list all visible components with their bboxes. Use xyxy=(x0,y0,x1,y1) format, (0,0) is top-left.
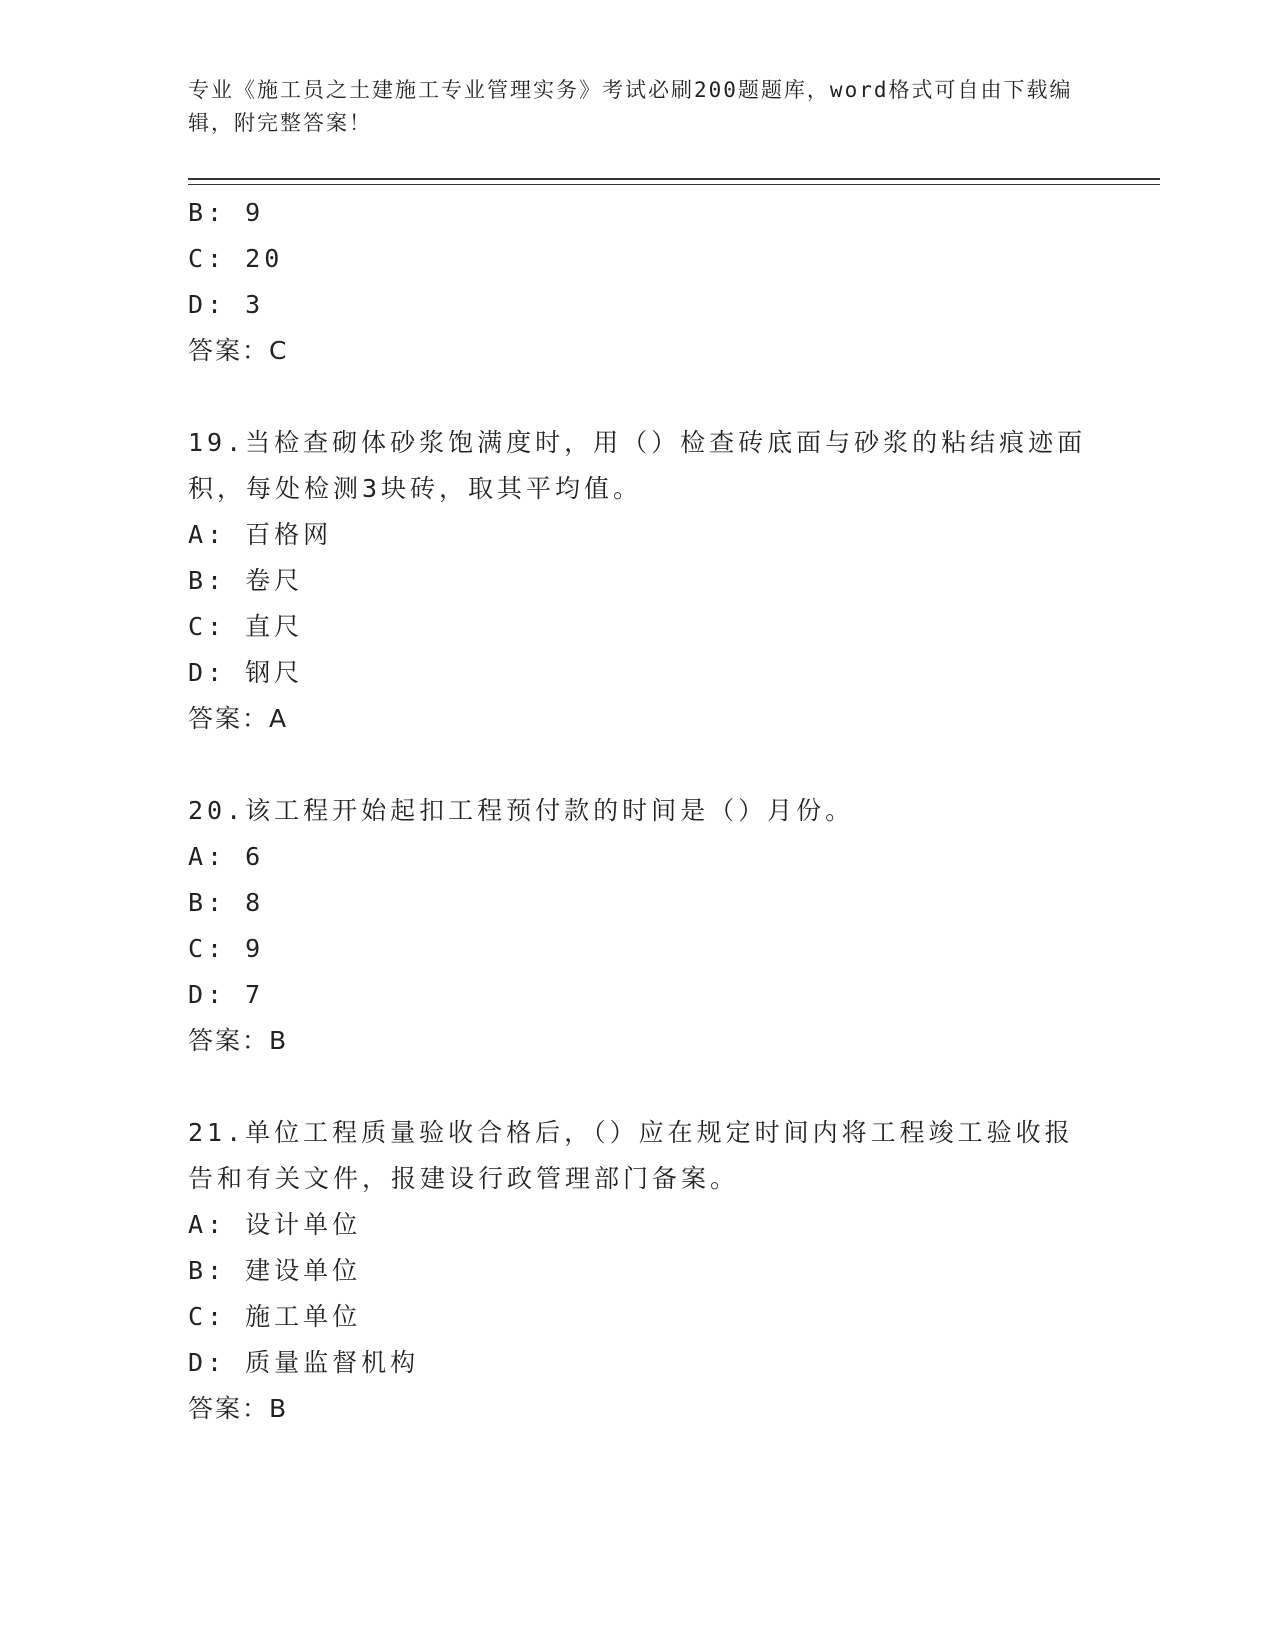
option-b: B: 9 xyxy=(188,198,265,227)
question-text: 19.当检查砌体砂浆饱满度时，用（）检查砖底面与砂浆的粘结痕迹面积，每处检测3块砖，取其平均值。 xyxy=(188,428,1087,503)
spacer xyxy=(188,1064,1088,1110)
prev-question-tail xyxy=(188,190,1088,374)
option-a: A: 百格网 xyxy=(188,520,333,549)
option-b: B: 8 xyxy=(188,888,265,917)
spacer xyxy=(188,742,1088,788)
option-a: A: 6 xyxy=(188,842,265,871)
option-c: C: 直尺 xyxy=(188,612,304,641)
question-text: 20.该工程开始起扣工程预付款的时间是（）月份。 xyxy=(188,796,855,825)
option-d: D: 3 xyxy=(188,290,265,319)
option-d: D: 质量监督机构 xyxy=(188,1348,420,1377)
answer-line: 答案：C xyxy=(188,336,289,365)
document-body xyxy=(188,190,1088,1432)
answer-line: 答案：A xyxy=(188,704,289,733)
answer-line: 答案：B xyxy=(188,1394,289,1423)
header-divider xyxy=(188,178,1160,185)
question-21 xyxy=(188,1110,1088,1432)
option-d: D: 钢尺 xyxy=(188,658,304,687)
option-c: C: 9 xyxy=(188,934,265,963)
option-c: C: 20 xyxy=(188,244,284,273)
option-a: A: 设计单位 xyxy=(188,1210,362,1239)
answer-line: 答案：B xyxy=(188,1026,289,1055)
option-b: B: 卷尺 xyxy=(188,566,304,595)
option-c: C: 施工单位 xyxy=(188,1302,362,1331)
question-20 xyxy=(188,788,1088,1064)
option-b: B: 建设单位 xyxy=(188,1256,362,1285)
question-text: 21.单位工程质量验收合格后，（）应在规定时间内将工程竣工验收报告和有关文件，报建设行政管理部门备案。 xyxy=(188,1118,1074,1193)
question-19 xyxy=(188,420,1088,742)
spacer xyxy=(188,374,1088,420)
option-d: D: 7 xyxy=(188,980,265,1009)
document-header: 专业《施工员之土建施工专业管理实务》考试必刷200题题库，word格式可自由下载编辑，附完整答案！ xyxy=(188,78,1073,135)
